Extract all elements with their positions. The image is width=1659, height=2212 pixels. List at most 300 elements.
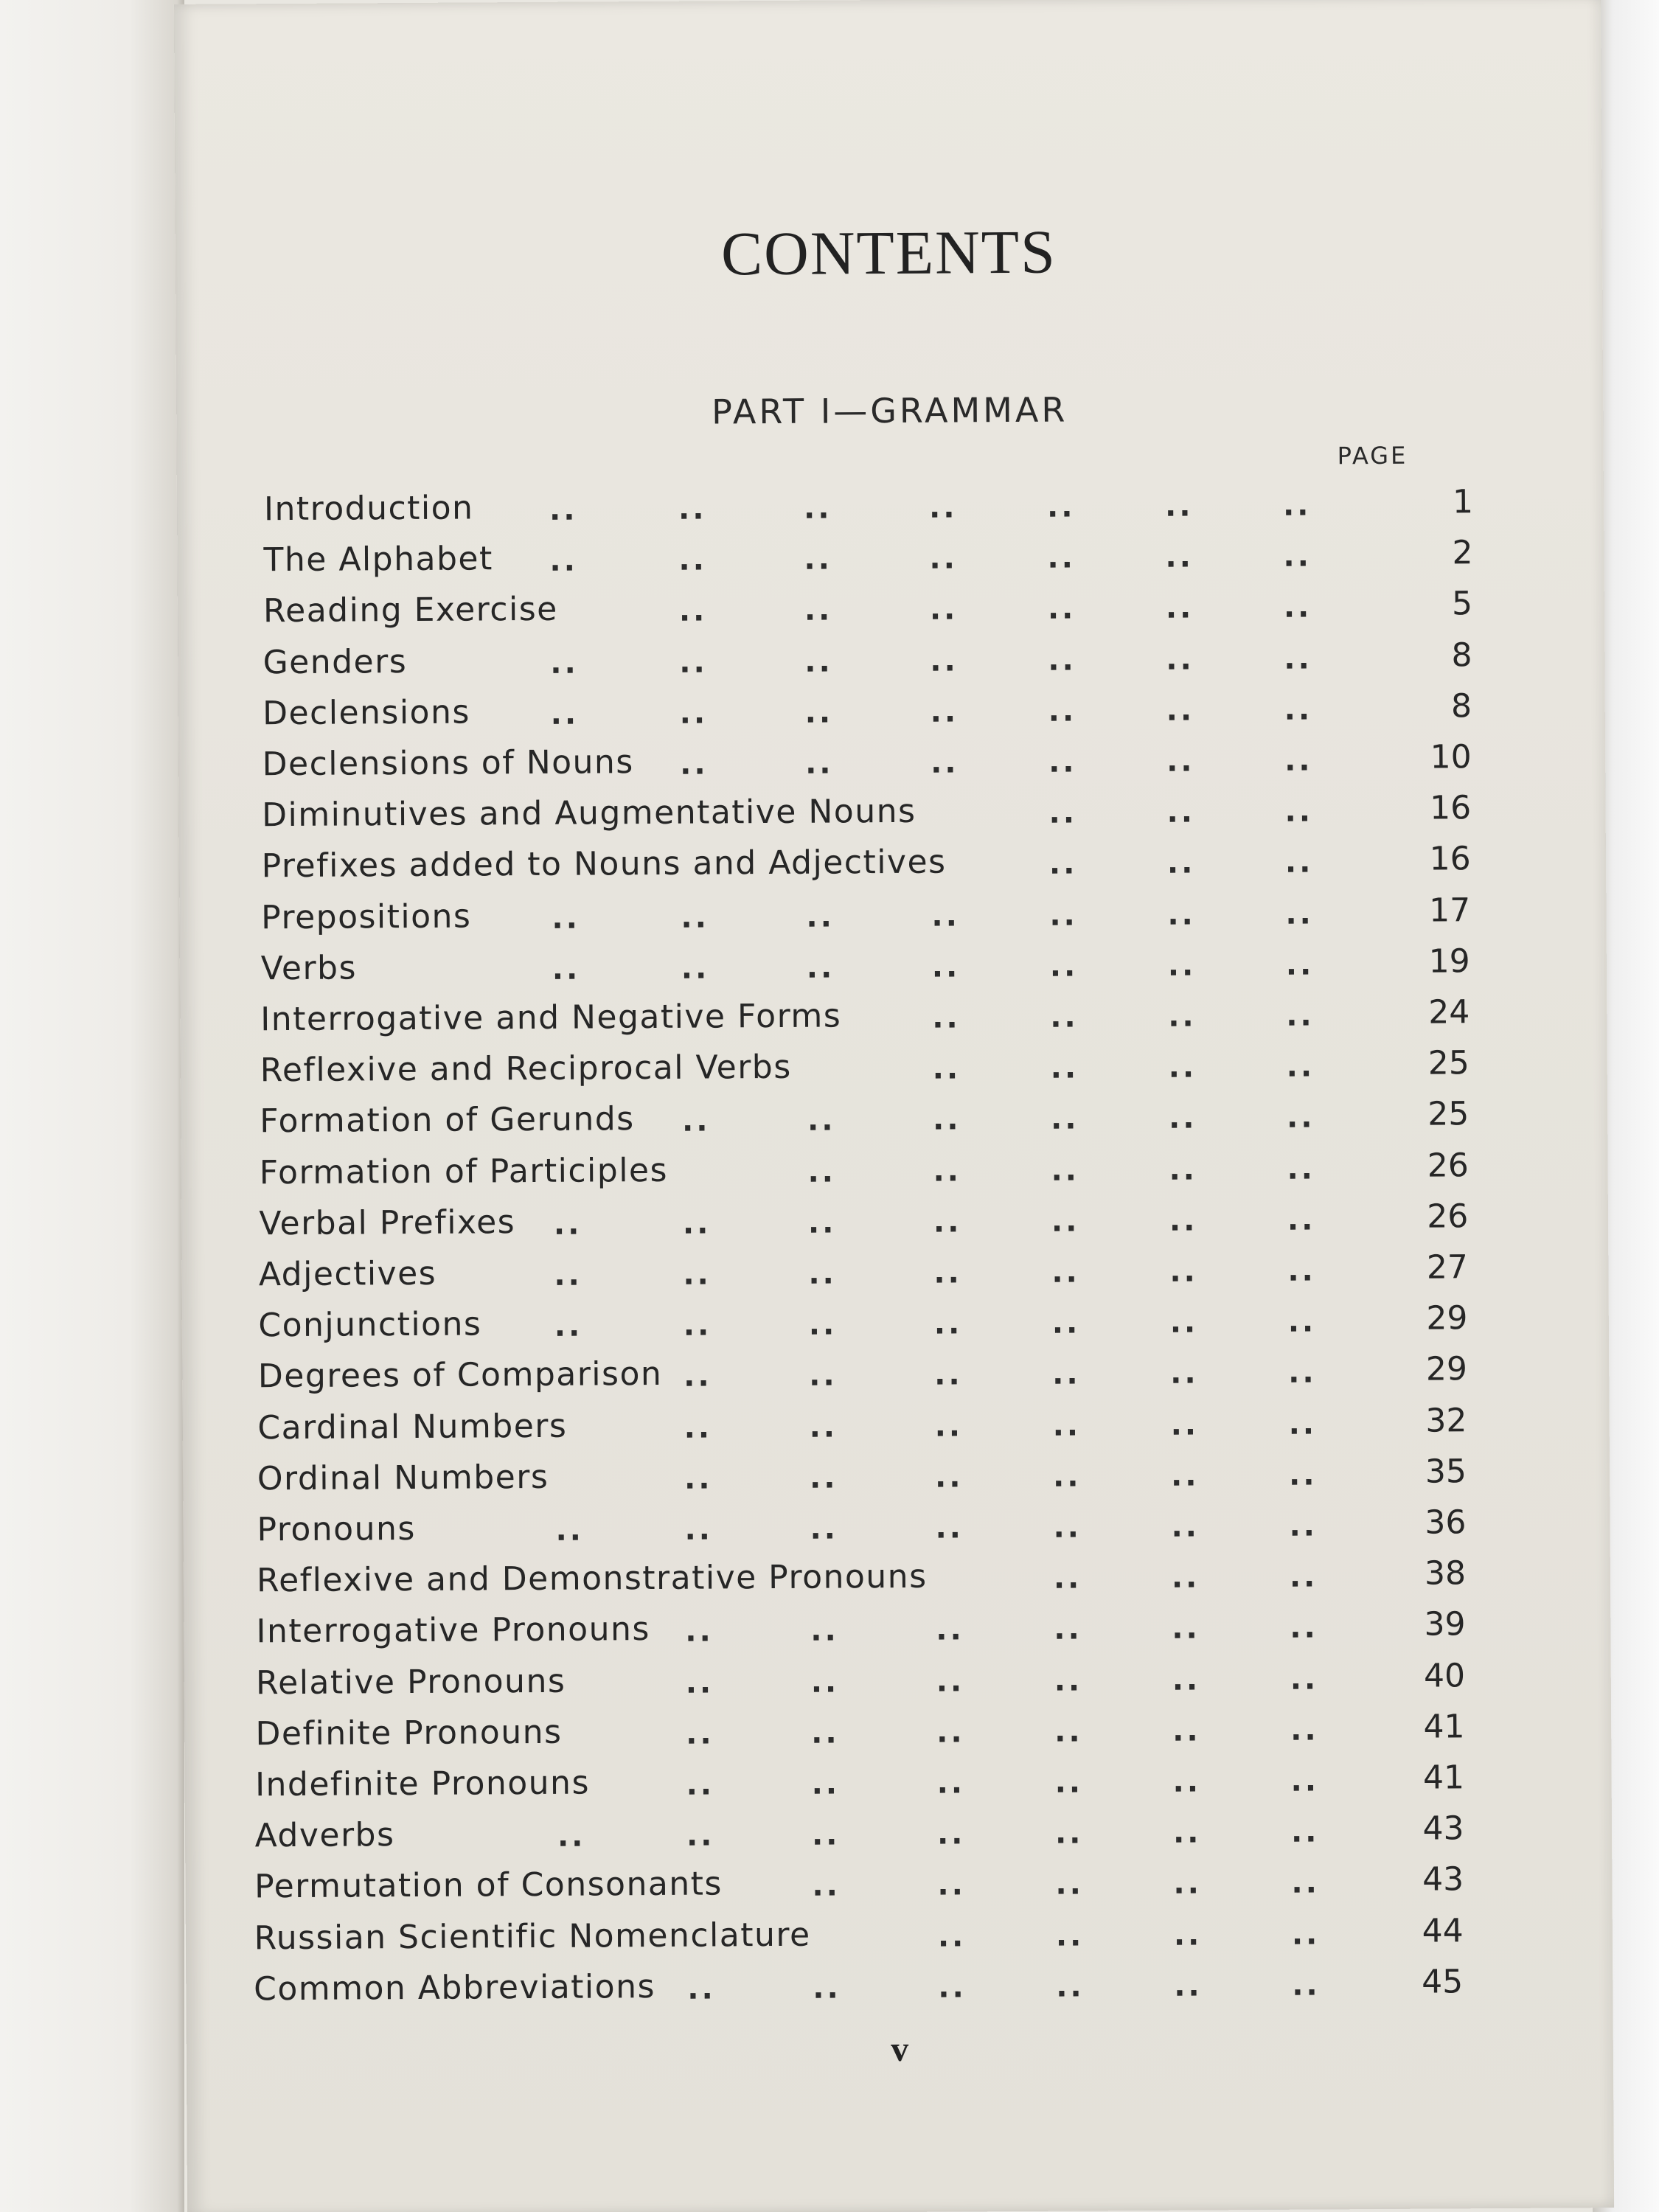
leader-dot: .. <box>684 1411 713 1445</box>
leader-dot: .. <box>933 1205 962 1239</box>
toc-entry <box>262 789 1471 841</box>
leader-dot: .. <box>931 745 959 780</box>
leader-dot: .. <box>549 493 578 527</box>
leader-dot: .. <box>1051 1153 1080 1188</box>
dot-leader <box>259 1203 1365 1242</box>
toc-entry-title: Common Abbreviations <box>254 1967 656 2008</box>
toc-entry-title: Conjunctions <box>258 1305 482 1345</box>
dot-leader <box>259 1253 1365 1293</box>
leader-dot: .. <box>1169 1305 1199 1340</box>
leader-dot: .. <box>812 1868 841 1904</box>
toc-entry <box>259 1197 1468 1249</box>
leader-dot: .. <box>1048 796 1078 830</box>
leader-dot: .. <box>1052 1459 1082 1494</box>
dot-leader <box>262 641 1368 681</box>
leader-dot: .. <box>937 1868 966 1903</box>
dot-leader <box>258 1356 1364 1392</box>
toc-entry <box>256 1657 1465 1708</box>
dot-leader <box>257 1559 1363 1596</box>
leader-dot: .. <box>931 899 960 933</box>
leader-dot: .. <box>1291 1917 1321 1952</box>
leader-dot: .. <box>934 1409 964 1444</box>
toc-entry-page-number: 43 <box>1422 1860 1464 1899</box>
leader-dot: .. <box>811 1818 841 1852</box>
toc-entry <box>262 636 1472 688</box>
dot-leader <box>262 743 1368 782</box>
leader-dot: .. <box>678 543 707 577</box>
leader-dot: .. <box>684 1461 713 1496</box>
dot-leader <box>254 1917 1360 1953</box>
dot-leader <box>260 1152 1366 1188</box>
toc-entry-page-number: 1 <box>1452 483 1474 521</box>
leader-dot: .. <box>550 697 580 731</box>
leader-dot: .. <box>807 1103 836 1138</box>
toc-entry-title: Verbal Prefixes <box>259 1203 516 1243</box>
leader-dot: .. <box>1165 540 1194 574</box>
toc-entry-title: Indefinite Pronouns <box>254 1764 591 1804</box>
leader-dot: .. <box>1173 1866 1202 1902</box>
page-title: CONTENTS <box>720 218 1057 289</box>
leader-dot: .. <box>678 492 707 526</box>
leader-dot: .. <box>930 695 959 729</box>
dot-leader <box>254 1968 1360 2004</box>
leader-dot: .. <box>1288 1407 1318 1441</box>
leader-dot: .. <box>554 1309 583 1344</box>
leader-dot: .. <box>1052 1357 1081 1392</box>
leader-dot: .. <box>686 1818 715 1853</box>
toc-entry-page-number: 43 <box>1422 1809 1464 1848</box>
leader-dot: .. <box>932 1102 961 1138</box>
toc-entry <box>254 1963 1463 2014</box>
leader-dot: .. <box>1284 692 1313 727</box>
leader-dot: .. <box>934 1460 964 1495</box>
leader-dot: .. <box>1285 897 1314 931</box>
toc-entry <box>262 687 1472 739</box>
toc-entry-page-number: 25 <box>1427 1044 1470 1082</box>
toc-entry <box>260 993 1470 1045</box>
toc-entry-page-number: 8 <box>1450 687 1472 726</box>
leader-dot: .. <box>1287 1152 1316 1186</box>
toc-entry-page-number: 10 <box>1430 738 1472 776</box>
toc-entry <box>262 841 1471 892</box>
dot-leader <box>263 539 1369 579</box>
toc-entry <box>260 1096 1469 1147</box>
leader-dot: .. <box>804 593 833 628</box>
toc-entry-title: Adverbs <box>254 1816 395 1855</box>
leader-dot: .. <box>1169 1254 1198 1289</box>
toc-entry-title: Permutation of Consonants <box>254 1865 723 1906</box>
leader-dot: .. <box>1050 1102 1079 1137</box>
leader-dot: .. <box>1050 1051 1079 1085</box>
leader-dot: .. <box>1170 1458 1200 1493</box>
toc-entry-title: Formation of Participles <box>259 1151 669 1192</box>
toc-entry <box>260 1147 1469 1198</box>
leader-dot: .. <box>1169 1152 1198 1187</box>
toc-entry-page-number: 8 <box>1451 636 1472 674</box>
dot-leader <box>262 845 1368 881</box>
toc-entry-title: Reflexive and Reciprocal Verbs <box>260 1048 792 1090</box>
leader-dot: .. <box>555 1513 585 1548</box>
leader-dot: .. <box>1165 591 1194 626</box>
leader-dot: .. <box>932 1051 961 1086</box>
leader-dot: .. <box>805 746 834 781</box>
leader-dot: .. <box>1172 1663 1201 1697</box>
toc-entry-title: Degrees of Comparison <box>257 1355 663 1396</box>
leader-dot: .. <box>683 1308 712 1343</box>
toc-entry-page-number: 16 <box>1429 789 1472 827</box>
toc-entry-page-number: 24 <box>1428 993 1470 1032</box>
leader-dot: .. <box>1174 1969 1203 2003</box>
leader-dot: .. <box>1164 489 1194 524</box>
leader-dot: .. <box>936 1766 966 1801</box>
leader-dot: .. <box>804 542 832 577</box>
leader-dot: .. <box>1287 1203 1316 1237</box>
toc-entry-title: Diminutives and Augmentative Nouns <box>262 792 917 835</box>
leader-dot: .. <box>809 1461 838 1495</box>
leader-dot: .. <box>937 1919 967 1954</box>
toc-entry-title: Declensions of Nouns <box>262 743 634 784</box>
leader-dot: .. <box>1289 1559 1318 1594</box>
toc-entry-title: Cardinal Numbers <box>257 1407 568 1447</box>
leader-dot: .. <box>1054 1663 1083 1698</box>
leader-dot: .. <box>1287 1253 1316 1288</box>
toc-entry-page-number: 29 <box>1426 1299 1468 1338</box>
toc-entry-title: Formation of Gerunds <box>260 1100 635 1141</box>
leader-dot: .. <box>1166 795 1196 830</box>
toc-entry <box>254 1912 1464 1964</box>
leader-dot: .. <box>681 951 710 986</box>
leader-dot: .. <box>810 1512 839 1546</box>
leader-dot: .. <box>1290 1815 1320 1849</box>
leader-dot: .. <box>1167 948 1197 983</box>
leader-dot: .. <box>1284 794 1314 829</box>
leader-dot: .. <box>1055 1919 1085 1953</box>
toc-entry-page-number: 41 <box>1423 1708 1465 1746</box>
leader-dot: .. <box>549 543 578 579</box>
leader-dot: .. <box>553 1207 582 1242</box>
leader-dot: .. <box>809 1410 838 1444</box>
dot-leader <box>257 1509 1363 1548</box>
toc-entry-title: Prefixes added to Nouns and Adjectives <box>261 843 947 886</box>
leader-dot: .. <box>681 900 709 935</box>
leader-dot: .. <box>933 1154 962 1189</box>
leader-dot: .. <box>936 1817 966 1851</box>
toc-entry-title: Reflexive and Demonstrative Pronouns <box>256 1557 928 1600</box>
leader-dot: .. <box>806 950 835 985</box>
leader-dot: .. <box>1046 490 1076 524</box>
leader-dot: .. <box>1054 1714 1083 1749</box>
leader-dot: .. <box>1049 949 1079 984</box>
toc-entry-page-number: 35 <box>1425 1453 1467 1491</box>
leader-dot: .. <box>807 1155 837 1189</box>
leader-dot: .. <box>1169 1203 1198 1238</box>
leader-dot: .. <box>1166 693 1195 728</box>
toc-entry-title: Adjectives <box>258 1254 437 1294</box>
toc-entry-title: Declensions <box>262 693 470 733</box>
dot-leader <box>255 1713 1361 1749</box>
part-heading: PART I—GRAMMAR <box>711 389 1068 432</box>
toc-entry-page-number: 27 <box>1426 1248 1469 1287</box>
leader-dot: .. <box>1055 1867 1084 1902</box>
leader-dot: .. <box>1286 1049 1315 1084</box>
leader-dot: .. <box>1172 1815 1202 1850</box>
leader-dot: .. <box>1173 1918 1203 1952</box>
leader-dot: .. <box>678 594 708 629</box>
leader-dot: .. <box>680 747 709 782</box>
dot-leader <box>260 1049 1366 1085</box>
toc-entry <box>255 1759 1464 1810</box>
toc-entry <box>254 1861 1464 1913</box>
leader-dot: .. <box>687 1972 716 2006</box>
toc-entry-page-number: 5 <box>1451 585 1473 623</box>
leader-dot: .. <box>933 1307 963 1341</box>
leader-dot: .. <box>806 900 835 934</box>
leader-dot: .. <box>811 1767 841 1801</box>
toc-entry-title: Interrogative Pronouns <box>256 1610 651 1651</box>
leader-dot: .. <box>1047 591 1077 627</box>
toc-entry-title: Genders <box>262 642 408 681</box>
leader-dot: .. <box>1051 1255 1080 1290</box>
leader-dot: .. <box>1054 1612 1082 1647</box>
toc-entry-page-number: 17 <box>1429 891 1471 930</box>
leader-dot: .. <box>1166 642 1194 677</box>
toc-entry-title: Prepositions <box>261 897 472 936</box>
leader-dot: .. <box>1283 590 1312 625</box>
toc-entry-page-number: 2 <box>1452 534 1473 572</box>
leader-dot: .. <box>685 1614 714 1649</box>
leader-dot: .. <box>1166 846 1196 881</box>
leader-dot: .. <box>804 644 833 679</box>
leader-dot: .. <box>554 1258 582 1293</box>
leader-dot: .. <box>1168 1050 1197 1085</box>
toc-entry-page-number: 39 <box>1424 1605 1466 1644</box>
leader-dot: .. <box>1286 1100 1315 1135</box>
leader-dot: .. <box>1167 897 1196 932</box>
leader-dot: .. <box>935 1511 964 1545</box>
toc-entry <box>263 585 1472 637</box>
table-of-contents <box>174 0 1614 2212</box>
leader-dot: .. <box>682 1206 712 1241</box>
leader-dot: .. <box>936 1613 964 1648</box>
leader-dot: .. <box>811 1716 840 1750</box>
dot-leader <box>255 1764 1361 1800</box>
toc-entry <box>258 1351 1467 1402</box>
leader-dot: .. <box>807 1206 837 1240</box>
dot-leader <box>263 590 1369 629</box>
leader-dot: .. <box>1054 1816 1084 1851</box>
leader-dot: .. <box>1170 1356 1199 1391</box>
leader-dot: .. <box>803 491 832 526</box>
leader-dot: .. <box>1290 1610 1318 1646</box>
leader-dot: .. <box>808 1256 837 1291</box>
leader-dot: .. <box>686 1767 715 1802</box>
leader-dot: .. <box>933 1256 962 1290</box>
leader-dot: .. <box>938 1970 967 2005</box>
leader-dot: .. <box>1170 1408 1200 1442</box>
toc-entry <box>262 738 1471 790</box>
leader-dot: .. <box>1284 641 1312 676</box>
dot-leader <box>261 897 1367 936</box>
leader-dot: .. <box>686 1717 714 1751</box>
leader-dot: .. <box>1282 488 1312 523</box>
leader-dot: .. <box>1284 743 1313 778</box>
toc-entry-title: Interrogative and Negative Forms <box>260 997 842 1039</box>
toc-entry <box>256 1606 1465 1658</box>
leader-dot: .. <box>681 1104 711 1139</box>
leader-dot: .. <box>1171 1509 1200 1544</box>
toc-entry-page-number: 26 <box>1427 1146 1469 1185</box>
leader-dot: .. <box>552 952 581 987</box>
leader-dot: .. <box>1168 999 1197 1034</box>
toc-entry-page-number: 41 <box>1422 1759 1465 1797</box>
dot-leader <box>254 1866 1360 1902</box>
leader-dot: .. <box>1284 845 1314 880</box>
leader-dot: .. <box>684 1359 712 1394</box>
leader-dot: .. <box>1052 1408 1082 1443</box>
leader-dot: .. <box>808 1307 838 1342</box>
leader-dot: .. <box>1056 1969 1085 2004</box>
dot-leader <box>260 1100 1366 1139</box>
leader-dot: .. <box>1049 898 1078 933</box>
leader-dot: .. <box>1047 540 1076 575</box>
leader-dot: .. <box>930 644 959 678</box>
toc-entry <box>259 1248 1468 1300</box>
leader-dot: .. <box>1291 1865 1320 1901</box>
dot-leader <box>262 692 1368 731</box>
toc-entry-page-number: 16 <box>1429 840 1471 878</box>
leader-dot: .. <box>804 695 834 730</box>
leader-dot: .. <box>683 1257 712 1292</box>
leader-dot: .. <box>813 1971 841 2006</box>
leader-dot: .. <box>810 1665 840 1700</box>
book-page <box>174 0 1614 2212</box>
leader-dot: .. <box>1172 1764 1202 1799</box>
leader-dot: .. <box>679 696 709 731</box>
leader-dot: .. <box>679 645 708 680</box>
toc-entry <box>257 1402 1467 1453</box>
leader-dot: .. <box>550 646 579 681</box>
leader-dot: .. <box>929 592 959 627</box>
toc-entry <box>264 483 1473 535</box>
leader-dot: .. <box>552 901 580 936</box>
leader-dot: .. <box>684 1512 714 1547</box>
leader-dot: .. <box>1172 1611 1200 1646</box>
leader-dot: .. <box>1166 744 1195 779</box>
dot-leader <box>261 947 1367 987</box>
toc-entry-page-number: 44 <box>1422 1911 1464 1950</box>
leader-dot: .. <box>1172 1714 1201 1748</box>
leader-dot: .. <box>1053 1561 1082 1596</box>
dot-leader <box>255 1815 1361 1854</box>
leader-dot: .. <box>1048 643 1077 678</box>
toc-entry-page-number: 25 <box>1427 1095 1470 1133</box>
leader-dot: .. <box>1050 1000 1079 1034</box>
toc-entry-title: Reading Exercise <box>262 591 558 630</box>
leader-dot: .. <box>936 1715 965 1750</box>
leader-dot: .. <box>557 1819 586 1854</box>
dot-leader <box>257 1407 1363 1443</box>
toc-entry <box>260 1044 1470 1096</box>
leader-dot: .. <box>810 1613 839 1649</box>
dot-leader <box>262 794 1368 830</box>
toc-entry-title: Relative Pronouns <box>255 1662 566 1702</box>
leader-dot: .. <box>936 1664 965 1699</box>
leader-dot: .. <box>1048 745 1077 779</box>
leader-dot: .. <box>809 1358 838 1394</box>
leader-dot: .. <box>685 1666 714 1700</box>
leader-dot: .. <box>1289 1509 1318 1543</box>
leader-dot: .. <box>934 1357 963 1393</box>
toc-entry-title: Ordinal Numbers <box>257 1458 549 1498</box>
dot-leader <box>258 1304 1364 1344</box>
leader-dot: .. <box>1051 1306 1081 1340</box>
toc-entry-page-number: 29 <box>1425 1350 1468 1388</box>
dot-leader <box>264 488 1370 527</box>
leader-dot: .. <box>1290 1662 1319 1697</box>
leader-dot: .. <box>1053 1510 1082 1545</box>
leader-dot: .. <box>1288 1355 1317 1391</box>
dot-leader <box>256 1611 1362 1647</box>
leader-dot: .. <box>932 1001 961 1035</box>
facing-page-edge <box>0 0 184 2212</box>
leader-dot: .. <box>1048 846 1078 882</box>
toc-entry <box>261 891 1470 943</box>
toc-entry <box>254 1809 1464 1861</box>
leader-dot: .. <box>1283 539 1312 574</box>
leader-dot: .. <box>928 490 958 525</box>
toc-entry-page-number: 38 <box>1424 1554 1467 1593</box>
toc-entry-page-number: 40 <box>1423 1656 1466 1695</box>
leader-dot: .. <box>1290 1713 1319 1747</box>
toc-entry <box>263 534 1472 585</box>
dot-leader <box>257 1458 1363 1494</box>
toc-entry <box>257 1503 1466 1555</box>
toc-entry-title: Definite Pronouns <box>255 1713 563 1753</box>
leader-dot: .. <box>1051 1204 1080 1239</box>
toc-entry <box>261 942 1470 994</box>
toc-entry <box>258 1299 1467 1351</box>
toc-entry-page-number: 26 <box>1427 1197 1469 1236</box>
leader-dot: .. <box>1286 998 1315 1033</box>
leader-dot: .. <box>1290 1764 1320 1798</box>
leader-dot: .. <box>1171 1560 1200 1595</box>
dot-leader <box>256 1662 1362 1698</box>
toc-entry-page-number: 19 <box>1428 942 1470 981</box>
leader-dot: .. <box>931 950 961 984</box>
leader-dot: .. <box>1285 947 1315 982</box>
toc-entry-title: Pronouns <box>257 1509 416 1549</box>
toc-entry <box>257 1554 1466 1606</box>
toc-entry <box>257 1453 1467 1504</box>
toc-entry <box>255 1708 1464 1759</box>
toc-entry-page-number: 32 <box>1425 1401 1467 1440</box>
toc-entry-title: Introduction <box>263 489 474 529</box>
dot-leader <box>260 998 1366 1034</box>
toc-entry-title: Verbs <box>260 949 358 988</box>
leader-dot: .. <box>1288 1458 1318 1492</box>
leader-dot: .. <box>1048 694 1077 728</box>
toc-entry-page-number: 45 <box>1422 1963 1464 2001</box>
page-column-label: PAGE <box>1337 441 1408 470</box>
toc-entry-title: The Alphabet <box>263 540 493 580</box>
toc-entry-title: Russian Scientific Nomenclature <box>254 1916 811 1957</box>
leader-dot: .. <box>1054 1765 1084 1800</box>
page-folio: v <box>891 2029 909 2070</box>
toc-entry-page-number: 36 <box>1425 1503 1467 1542</box>
leader-dot: .. <box>1168 1101 1197 1136</box>
leader-dot: .. <box>929 541 958 576</box>
leader-dot: .. <box>1292 1968 1321 2003</box>
